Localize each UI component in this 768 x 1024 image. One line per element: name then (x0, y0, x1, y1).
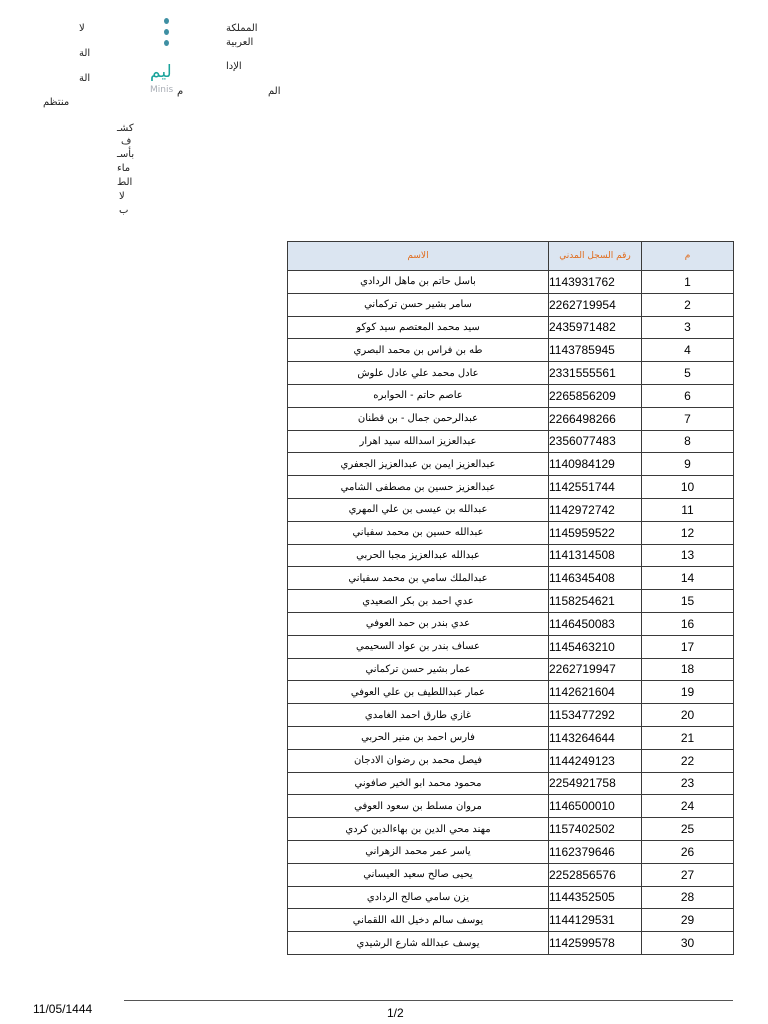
cell-name: عبدالله حسين بن محمد سفياني (288, 521, 549, 544)
cell-name: عبدالعزيز اسدالله سيد اهرار (288, 430, 549, 453)
cell-num: 29 (642, 909, 734, 932)
cell-num: 2 (642, 293, 734, 316)
cell-name: فارس احمد بن منير الحربي (288, 726, 549, 749)
cell-num: 27 (642, 863, 734, 886)
table-row (288, 362, 734, 385)
cell-name: باسل حاتم بن ماهل الردادي (288, 271, 549, 294)
footer-divider (124, 1000, 733, 1001)
cell-id: 1146345408 (549, 567, 642, 590)
cell-name: عدي بندر بن حمد العوفي (288, 612, 549, 635)
cell-name: يوسف سالم دخيل الله اللقماني (288, 909, 549, 932)
header-right-line-1: المملكة (226, 23, 258, 34)
cell-id: 2265856209 (549, 384, 642, 407)
column-header-id: رقم السجل المدني (549, 242, 642, 271)
vertical-frag-7: ب (119, 205, 129, 216)
table-row (288, 430, 734, 453)
cell-num: 24 (642, 795, 734, 818)
cell-name: عبدالرحمن جمال - بن قطنان (288, 407, 549, 430)
table-row (288, 612, 734, 635)
table-row (288, 818, 734, 841)
cell-name: عبدالعزيز حسين بن مصطفى الشامي (288, 476, 549, 499)
cell-num: 11 (642, 498, 734, 521)
cell-id: 1143264644 (549, 726, 642, 749)
header-frag-idara: الإدا (226, 61, 242, 72)
table-row (288, 635, 734, 658)
cell-num: 9 (642, 453, 734, 476)
cell-name: محمود محمد ابو الخير صافوني (288, 772, 549, 795)
vertical-frag-5: الط (117, 177, 133, 188)
cell-id: 1142621604 (549, 681, 642, 704)
logo-wordmark: ليم (150, 62, 172, 82)
table-row (288, 590, 734, 613)
cell-name: مهند محي الدين بن بهاءالدين كردي (288, 818, 549, 841)
vertical-frag-6: لا (119, 191, 125, 202)
cell-num: 19 (642, 681, 734, 704)
cell-name: مروان مسلط بن سعود العوفي (288, 795, 549, 818)
cell-name: عبدالعزيز ايمن بن عبدالعزيز الجعفري (288, 453, 549, 476)
vertical-frag-2: ف (121, 136, 132, 147)
cell-num: 22 (642, 749, 734, 772)
table-row (288, 407, 734, 430)
cell-id: 1162379646 (549, 840, 642, 863)
left-frag-3: الة (79, 73, 91, 84)
cell-name: عبدالله بن عيسى بن علي المهري (288, 498, 549, 521)
cell-name: يوسف عبدالله شارع الرشيدي (288, 932, 549, 955)
logo-dot-middle-icon (164, 29, 169, 35)
cell-id: 1143931762 (549, 271, 642, 294)
table-row (288, 476, 734, 499)
cell-id: 2254921758 (549, 772, 642, 795)
cell-num: 14 (642, 567, 734, 590)
cell-num: 1 (642, 271, 734, 294)
cell-name: عمار بشير حسن تركماني (288, 658, 549, 681)
logo-subtitle: Minis (150, 85, 174, 95)
table-row (288, 658, 734, 681)
cell-num: 18 (642, 658, 734, 681)
cell-name: ياسر عمر محمد الزهراني (288, 840, 549, 863)
cell-name: يزن سامي صالح الردادي (288, 886, 549, 909)
table-row (288, 749, 734, 772)
cell-id: 1146450083 (549, 612, 642, 635)
header-frag-mid: م (177, 86, 184, 97)
table-row (288, 384, 734, 407)
cell-id: 2435971482 (549, 316, 642, 339)
cell-num: 15 (642, 590, 734, 613)
column-header-name: الاسم (288, 242, 549, 271)
logo-dot-top-icon (164, 18, 169, 24)
table-row (288, 521, 734, 544)
table-row (288, 293, 734, 316)
cell-name: عبدالملك سامي بن محمد سفياني (288, 567, 549, 590)
footer-page-number: 1/2 (387, 1006, 404, 1020)
cell-num: 10 (642, 476, 734, 499)
cell-name: سيد محمد المعتصم سيد كوكو (288, 316, 549, 339)
cell-name: عبدالله عبدالعزيز مجبا الحربي (288, 544, 549, 567)
header-right-line-2: العربية (226, 37, 254, 48)
cell-name: عمار عبداللطيف بن علي العوفي (288, 681, 549, 704)
cell-num: 26 (642, 840, 734, 863)
table-row (288, 886, 734, 909)
cell-num: 23 (642, 772, 734, 795)
cell-name: يحيى صالح سعيد العيساني (288, 863, 549, 886)
cell-name: طه بن فراس بن محمد البصري (288, 339, 549, 362)
vertical-frag-4: ماء (117, 163, 131, 174)
cell-num: 4 (642, 339, 734, 362)
cell-name: عادل محمد علي عادل علوش (288, 362, 549, 385)
cell-num: 8 (642, 430, 734, 453)
cell-name: عساف بندر بن عواد السحيمي (288, 635, 549, 658)
table-row (288, 316, 734, 339)
cell-num: 6 (642, 384, 734, 407)
cell-id: 2252856576 (549, 863, 642, 886)
cell-num: 28 (642, 886, 734, 909)
left-frag-4: منتظم (43, 97, 70, 108)
cell-id: 1153477292 (549, 704, 642, 727)
cell-id: 1140984129 (549, 453, 642, 476)
cell-id: 2266498266 (549, 407, 642, 430)
cell-id: 1142599578 (549, 932, 642, 955)
cell-num: 16 (642, 612, 734, 635)
cell-id: 1143785945 (549, 339, 642, 362)
cell-id: 1157402502 (549, 818, 642, 841)
cell-name: غازي طارق احمد الغامدي (288, 704, 549, 727)
cell-num: 17 (642, 635, 734, 658)
cell-num: 30 (642, 932, 734, 955)
footer-date: 11/05/1444 (33, 1002, 93, 1016)
table-row (288, 339, 734, 362)
cell-name: سامر بشير حسن تركماني (288, 293, 549, 316)
cell-id: 2356077483 (549, 430, 642, 453)
table-row (288, 453, 734, 476)
cell-name: فيصل محمد بن رضوان الادجان (288, 749, 549, 772)
table-row (288, 544, 734, 567)
vertical-frag-3: بأسـ (117, 149, 135, 160)
cell-num: 3 (642, 316, 734, 339)
cell-id: 1146500010 (549, 795, 642, 818)
cell-name: عدي احمد بن بكر الصعيدي (288, 590, 549, 613)
cell-id: 1144249123 (549, 749, 642, 772)
left-frag-2: الة (79, 48, 91, 59)
table-row (288, 795, 734, 818)
table-row (288, 726, 734, 749)
table-row (288, 567, 734, 590)
cell-name: عاصم حاتم - الحوابره (288, 384, 549, 407)
table-row (288, 932, 734, 955)
cell-num: 7 (642, 407, 734, 430)
table-row (288, 271, 734, 294)
cell-num: 25 (642, 818, 734, 841)
cell-num: 5 (642, 362, 734, 385)
table-row (288, 772, 734, 795)
cell-id: 2331555561 (549, 362, 642, 385)
cell-num: 12 (642, 521, 734, 544)
cell-id: 1145959522 (549, 521, 642, 544)
column-header-num: م (642, 242, 734, 271)
cell-id: 1142551744 (549, 476, 642, 499)
cell-num: 20 (642, 704, 734, 727)
cell-id: 1142972742 (549, 498, 642, 521)
table-row (288, 840, 734, 863)
cell-id: 1144352505 (549, 886, 642, 909)
cell-id: 1158254621 (549, 590, 642, 613)
cell-id: 1145463210 (549, 635, 642, 658)
table-row (288, 909, 734, 932)
vertical-frag-1: كشـ (117, 123, 134, 134)
table-row (288, 681, 734, 704)
logo-dot-bottom-icon (164, 40, 169, 46)
cell-id: 1144129531 (549, 909, 642, 932)
table-row (288, 498, 734, 521)
cell-id: 2262719947 (549, 658, 642, 681)
cell-id: 1141314508 (549, 544, 642, 567)
cell-num: 13 (642, 544, 734, 567)
students-table (287, 241, 734, 955)
cell-num: 21 (642, 726, 734, 749)
header-frag-al: الم (268, 86, 281, 97)
left-frag-1: لا (79, 23, 85, 34)
table-row (288, 704, 734, 727)
cell-id: 2262719954 (549, 293, 642, 316)
table-row (288, 863, 734, 886)
table-header-row (288, 242, 734, 271)
